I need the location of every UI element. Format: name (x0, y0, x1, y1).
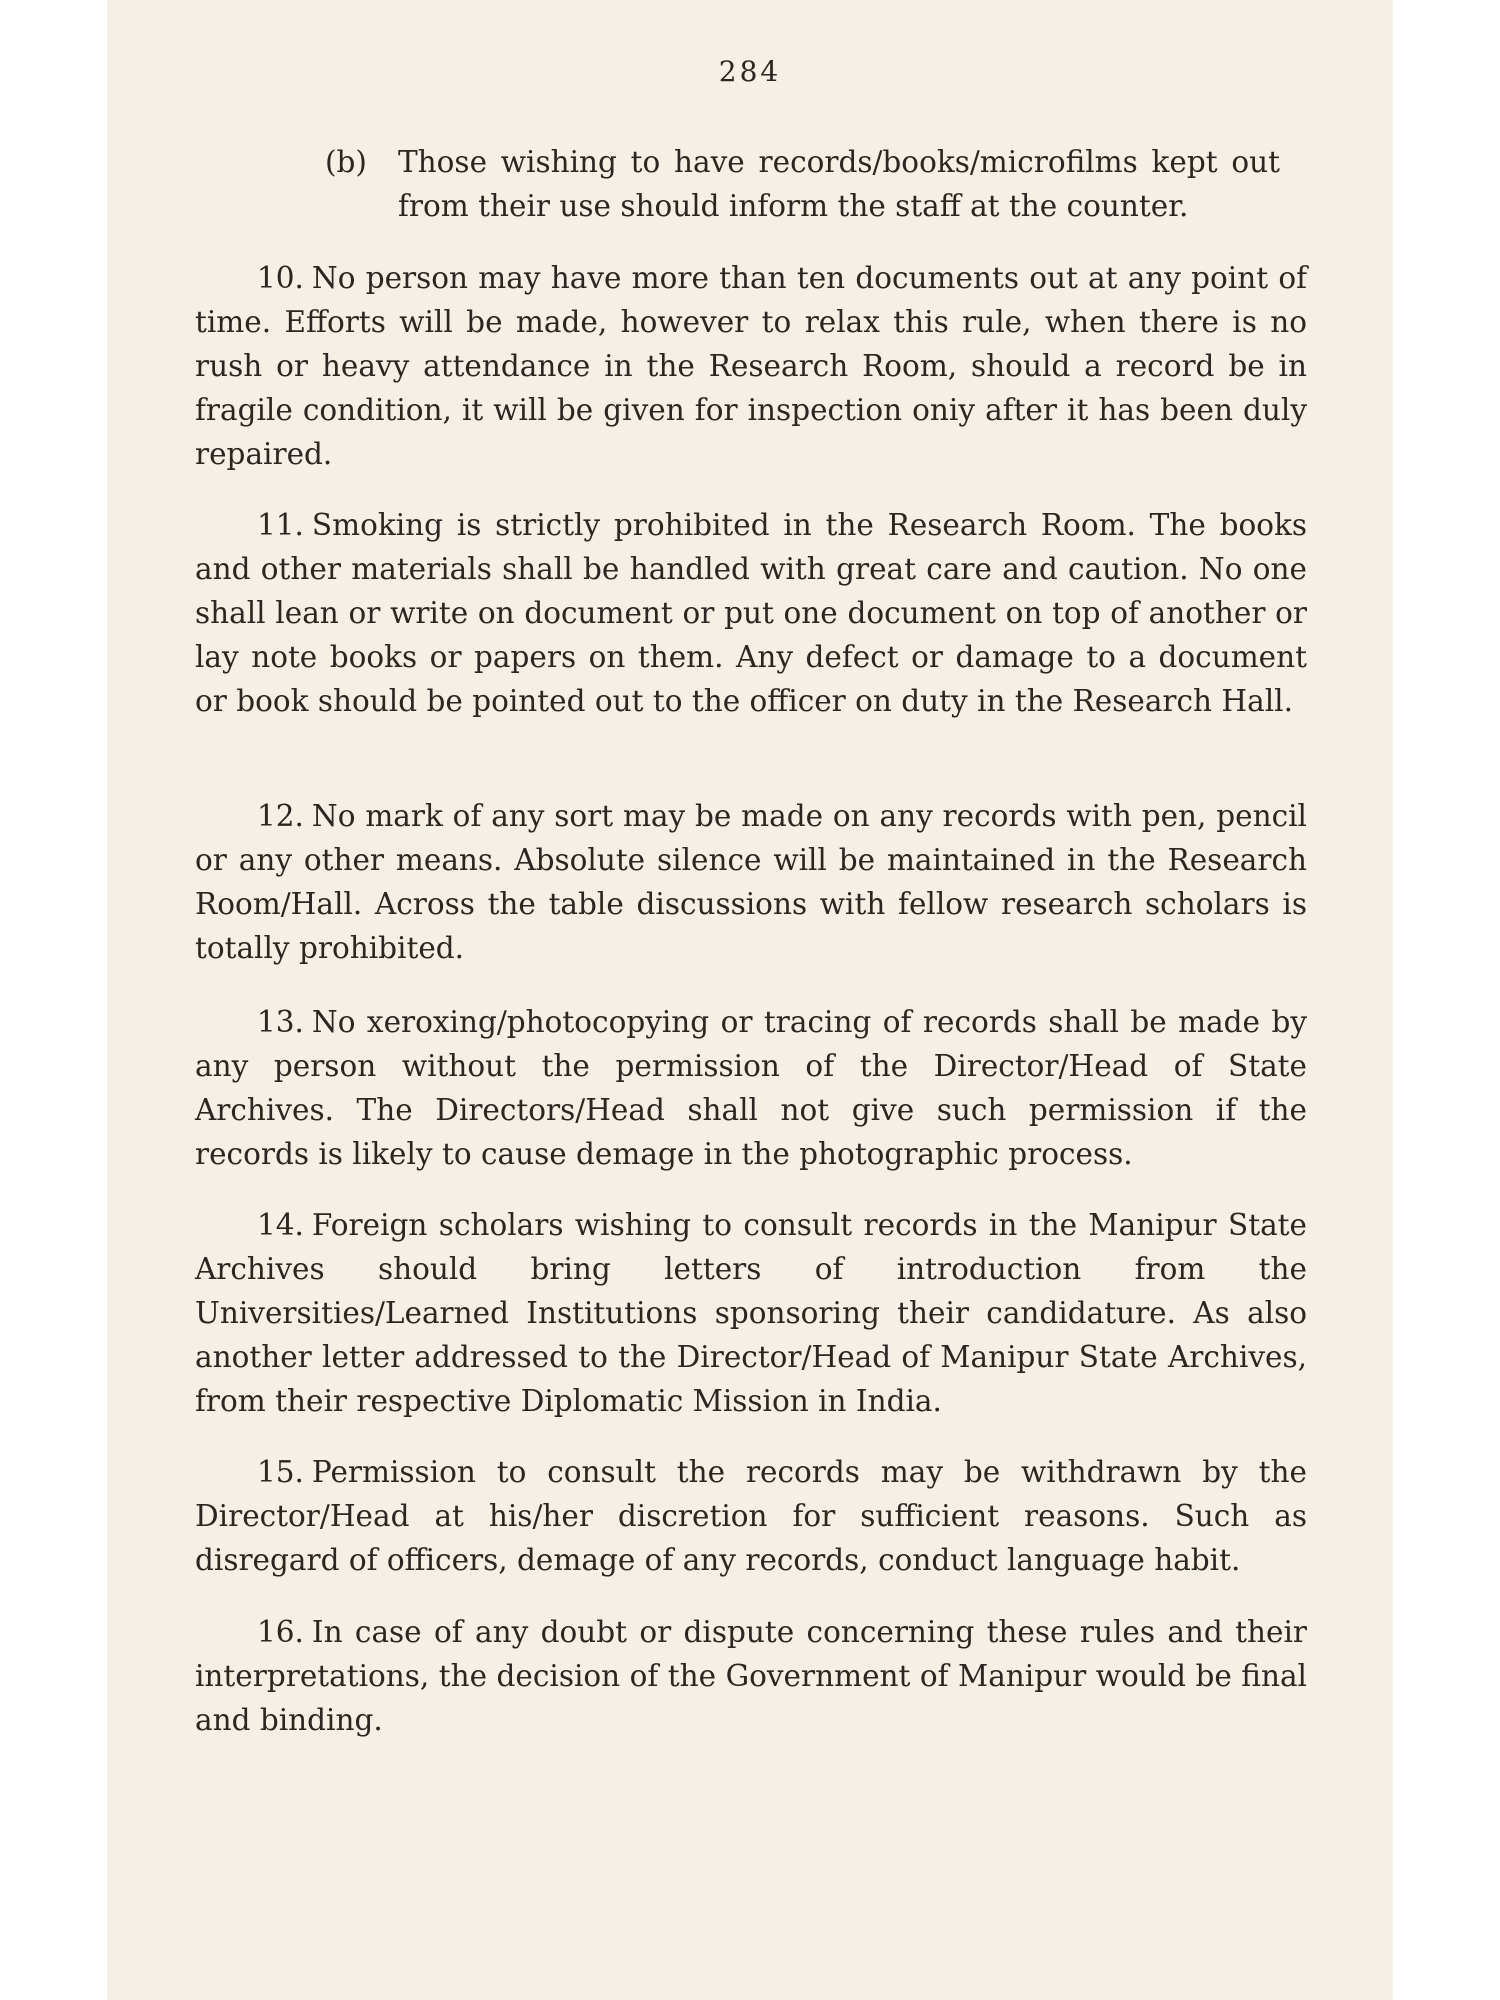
rule-14 (195, 1203, 1307, 1423)
rule-text: In case of any doubt or dispute concerning these rules and their interpretations, the decision of the Government of Manipur would be final and binding. (195, 1615, 1307, 1737)
rule-text: No xeroxing/photocopying or tracing of records shall be made by any person without the permission of the Director/Head of State Archives. The Directors/Head shall not give such permission if the records is likely to cause demage in the photographic process. (195, 1005, 1307, 1171)
rule-11 (195, 503, 1307, 723)
rule-13 (195, 1000, 1307, 1176)
rule-9b-text: Those wishing to have records/books/microfilms kept out from their use should inform the staff at the counter. (398, 145, 1280, 223)
rule-10 (195, 256, 1307, 476)
rule-9b (325, 140, 1280, 228)
rule-number: 15. (257, 1455, 304, 1489)
rule-9b-label: (b) (325, 145, 367, 179)
rule-16 (195, 1610, 1307, 1742)
rule-text: No mark of any sort may be made on any records with pen, pencil or any other means. Absolute silence will be maintained in the Research Room/Hall. Across the table discussions with fellow research scholars is totally prohibited. (195, 799, 1307, 965)
rule-12 (195, 794, 1307, 970)
rule-15 (195, 1450, 1307, 1582)
rule-number: 14. (257, 1208, 304, 1242)
rule-number: 11. (257, 508, 304, 542)
rule-number: 13. (257, 1005, 304, 1039)
rule-number: 10. (257, 261, 304, 295)
rule-number: 12. (257, 799, 304, 833)
rule-text: No person may have more than ten documents out at any point of time. Efforts will be made, however to relax this rule, when there is no rush or heavy attendance in the Research Room, should a record be in fragile condition, it will be given for inspection oniy after it has been duly repaired. (195, 261, 1307, 471)
rule-text: Foreign scholars wishing to consult records in the Manipur State Archives should bring letters of introduction from the Universities/Learned Institutions sponsoring their candidature. As also another letter addressed to the Director/Head of Manipur State Archives, from their respective Diplomatic Mission in India. (195, 1208, 1307, 1418)
rule-text: Permission to consult the records may be withdrawn by the Director/Head at his/her discretion for sufficient reasons. Such as disregard of officers, demage of any records, conduct language habit. (195, 1455, 1307, 1577)
page-number: 284 (718, 55, 782, 88)
rule-number: 16. (257, 1615, 304, 1649)
rule-text: Smoking is strictly prohibited in the Research Room. The books and other materials shall be handled with great care and caution. No one shall lean or write on document or put one document on top of another or lay note books or papers on them. Any defect or damage to a document or book should be pointed out to the officer on duty in the Research Hall. (195, 508, 1307, 718)
